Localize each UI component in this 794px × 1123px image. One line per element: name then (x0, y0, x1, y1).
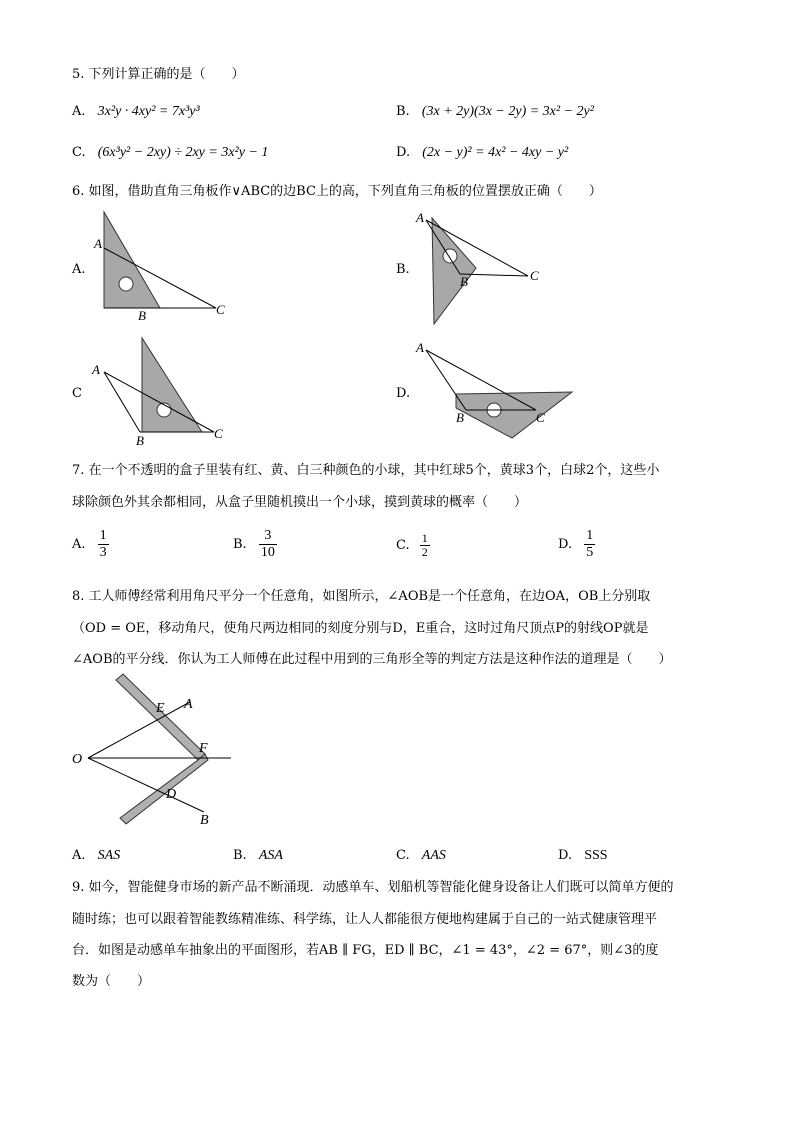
q9-line-3: 台．如图是动感单车抽象出的平面图形，若AB ∥ FG，ED ∥ BC，∠1 = 43°，∠2 = 67°，则∠3的度 (72, 943, 659, 958)
q7-option-a-fraction (98, 528, 109, 561)
q6-stem: 6. 如图，借助直角三角板作∨ABC的边BC上的高，下列直角三角板的位置摆放正确（ ） (72, 184, 602, 199)
q5-option-d-expr: (2x − y)² = 4x² − 4xy − y² (422, 145, 569, 160)
q5-option-a[interactable] (72, 104, 200, 120)
q6-option-a-label[interactable]: A. (72, 262, 86, 277)
q6-figure-b (412, 208, 552, 330)
numerator: 1 (99, 528, 107, 543)
q8-option-b[interactable] (233, 848, 283, 864)
q7-option-c-label: C. (396, 538, 410, 553)
label-C: C (530, 268, 539, 283)
denominator: 2 (421, 545, 428, 559)
set-square (104, 212, 160, 308)
label-A: A (416, 210, 424, 225)
label-A: A (416, 340, 424, 355)
q8-option-d[interactable] (558, 848, 608, 864)
q8-figure (66, 672, 246, 832)
numerator: 1 (586, 528, 594, 543)
label-B: B (200, 813, 209, 828)
q6-figure-d (412, 334, 582, 446)
q5-option-c-label: C. (72, 145, 86, 160)
q5-option-b-label: B. (396, 104, 410, 119)
q7-option-c[interactable] (396, 532, 430, 559)
q5-option-b[interactable] (396, 104, 594, 120)
q7-option-b-fraction (259, 528, 277, 561)
set-square (432, 218, 476, 324)
label-B: B (456, 410, 464, 425)
label-C: C (216, 302, 225, 317)
label-F: F (199, 741, 208, 756)
q6-figure-a (90, 208, 240, 326)
label-A: A (184, 697, 193, 712)
q7-option-d[interactable] (558, 528, 595, 561)
q7-option-a-label: A. (72, 537, 86, 552)
q8-option-a-label: A. (72, 848, 86, 863)
q7-option-d-label: D. (558, 537, 573, 552)
label-D: D (166, 787, 177, 802)
numerator: 3 (259, 528, 277, 545)
q8-option-a-text: SAS (97, 848, 121, 863)
square-arm-lower (120, 754, 208, 824)
denominator: 10 (260, 545, 275, 560)
label-B: B (136, 433, 144, 448)
q7-option-b[interactable] (233, 528, 277, 561)
protractor-hole (119, 277, 133, 291)
q8-option-b-label: B. (233, 848, 247, 863)
q5-option-c[interactable] (72, 145, 268, 161)
label-B: B (138, 308, 146, 323)
q8-line-3: ∠AOB的平分线．你认为工人师傅在此过程中用到的三角形全等的判定方法是这种作法的道理是（ ） (72, 652, 672, 667)
q6-option-b-label[interactable]: B. (396, 262, 410, 277)
q5-option-d-label: D. (396, 145, 411, 160)
q7-option-d-fraction (584, 528, 595, 561)
q5-option-a-label: A. (72, 104, 86, 119)
q7-option-a[interactable] (72, 528, 109, 561)
denominator: 3 (99, 545, 107, 560)
label-A: A (94, 236, 102, 251)
set-square (142, 338, 202, 432)
label-B: B (460, 274, 468, 289)
q7-option-c-fraction (420, 532, 430, 559)
q7-line-1: 7. 在一个不透明的盒子里装有红、黄、白三种颜色的小球，其中红球5个，黄球3个，白球2个，这些小 (72, 463, 660, 478)
q6-figure-c (90, 334, 240, 450)
q8-line-2: （OD = OE，移动角尺，使角尺两边相同的刻度分别与D，E重合，这时过角尺顶点P的射线OP就是 (72, 621, 649, 636)
square-arm-upper (116, 674, 205, 760)
q9-line-2: 随时练；也可以跟着智能教练精准练、科学练，让人人都能很方便地构建属于自己的一站式健康管理平 (72, 912, 658, 927)
q9-line-1: 9. 如今，智能健身市场的新产品不断涌现．动感单车、划船机等智能化健身设备让人们既可以简单方便的 (72, 880, 674, 895)
q8-option-a[interactable] (72, 848, 120, 864)
q5-option-c-expr: (6x³y² − 2xy) ÷ 2xy = 3x²y − 1 (97, 145, 269, 160)
q7-option-b-label: B. (233, 537, 247, 552)
q8-option-d-text: SSS (584, 848, 608, 863)
q6-option-c-label[interactable]: C (72, 386, 82, 401)
numerator: 1 (421, 531, 428, 545)
label-A: A (92, 362, 100, 377)
q8-option-c-label: C. (396, 848, 410, 863)
q5-option-b-expr: (3x + 2y)(3x − 2y) = 3x² − 2y² (421, 104, 594, 119)
q8-option-c-text: AAS (421, 848, 446, 863)
label-C: C (536, 410, 545, 425)
label-E: E (156, 701, 165, 716)
q8-line-1: 8. 工人师傅经常利用角尺平分一个任意角，如图所示，∠AOB是一个任意角，在边OA，OB上分别取 (72, 589, 651, 604)
q8-option-d-label: D. (558, 848, 573, 863)
q8-option-b-text: ASA (258, 848, 283, 863)
denominator: 5 (586, 545, 594, 560)
q8-option-c[interactable] (396, 848, 446, 864)
q7-line-2: 球除颜色外其余都相同，从盒子里随机摸出一个小球，摸到黄球的概率（ ） (72, 495, 528, 510)
q9-line-4: 数为（ ） (72, 974, 151, 989)
q6-option-d-label[interactable]: D. (396, 386, 411, 401)
label-C: C (214, 426, 223, 441)
set-square (456, 392, 572, 438)
q5-option-a-expr: 3x²y · 4xy² = 7x³y³ (97, 104, 200, 119)
label-O: O (72, 752, 83, 767)
q5-option-d[interactable] (396, 145, 568, 161)
q5-stem: 5. 下列计算正确的是（ ） (72, 67, 245, 82)
